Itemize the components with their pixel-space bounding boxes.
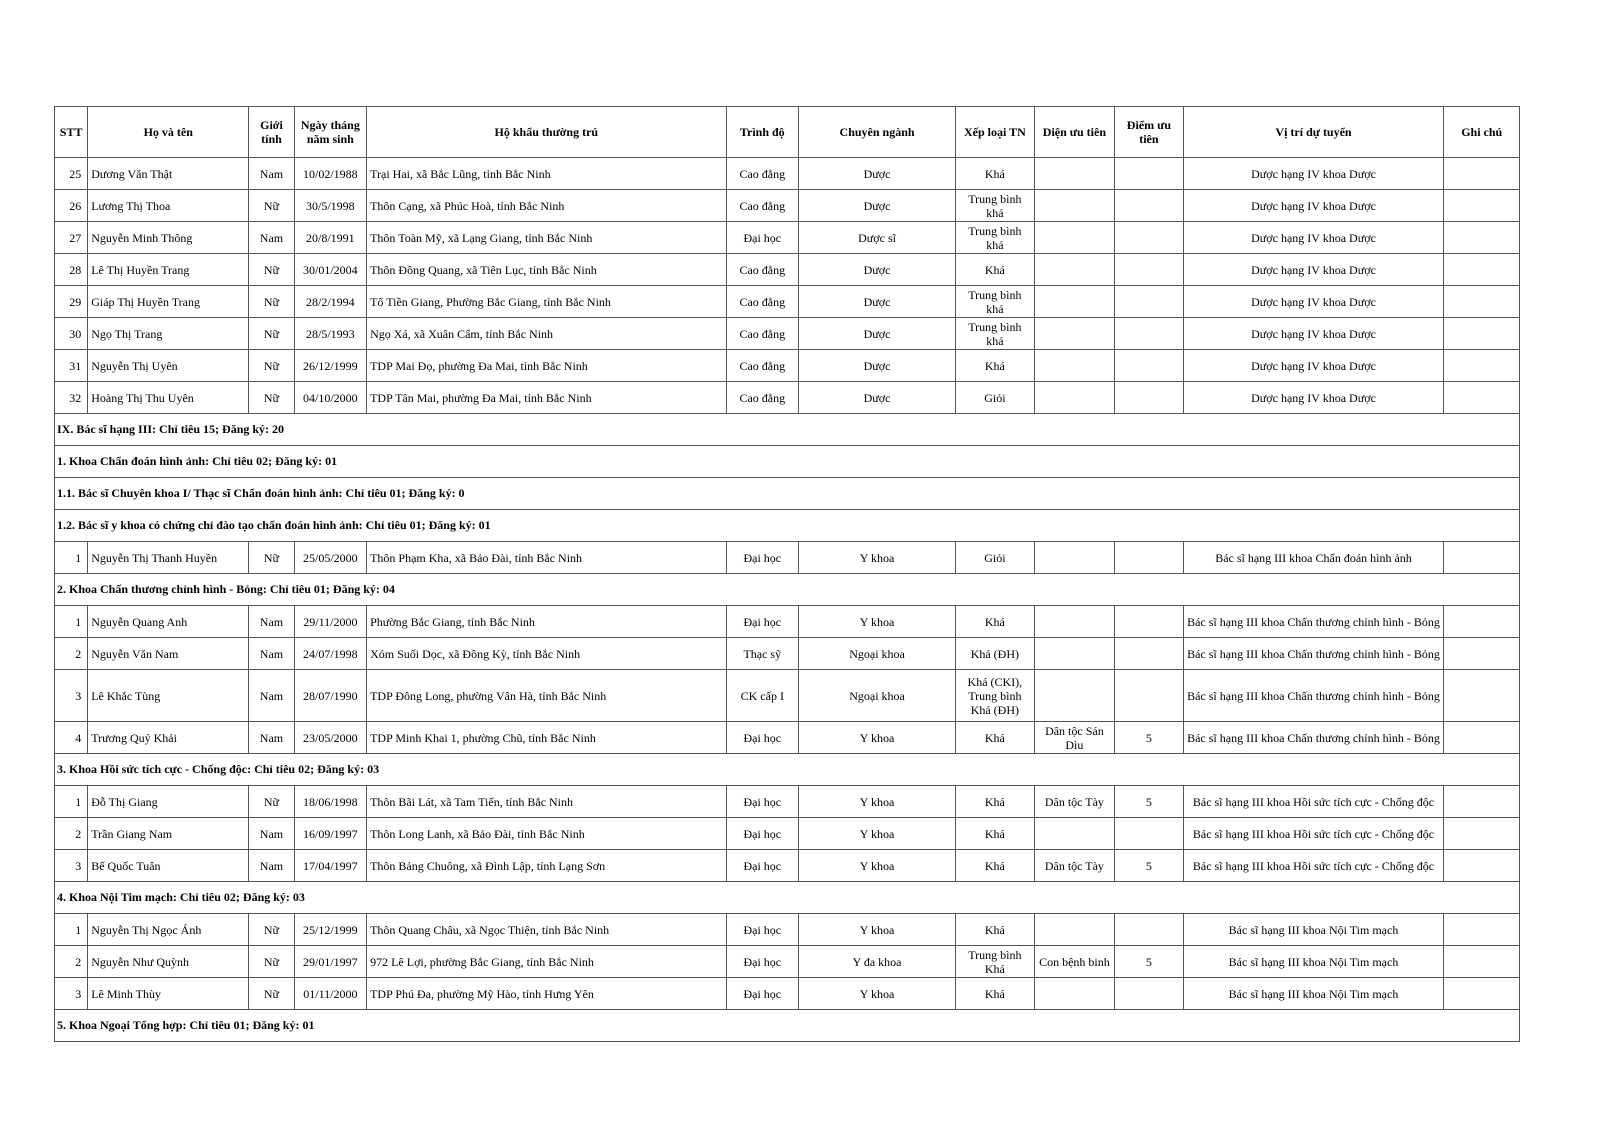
candidate-table [54, 106, 1520, 1042]
cell-address: Thôn Cạng, xã Phúc Hoà, tỉnh Bắc Ninh [367, 190, 726, 222]
cell-major: Y khoa [799, 850, 956, 882]
cell-birth-date: 30/01/2004 [294, 254, 366, 286]
cell-position: Bác sĩ hạng III khoa Nội Tim mạch [1183, 946, 1444, 978]
header-full-name: Họ và tên [88, 107, 249, 158]
cell-address: Trại Hai, xã Bắc Lũng, tỉnh Bắc Ninh [367, 158, 726, 190]
cell-rank: Khá [956, 722, 1035, 754]
cell-major: Dược [799, 286, 956, 318]
cell-priority-score [1115, 818, 1183, 850]
cell-priority-score: 5 [1115, 722, 1183, 754]
cell-education: Đại học [726, 786, 798, 818]
header-note: Ghi chú [1444, 107, 1520, 158]
cell-full-name: Đỗ Thị Giang [88, 786, 249, 818]
cell-rank: Trung bình khá [956, 190, 1035, 222]
cell-birth-date: 26/12/1999 [294, 350, 366, 382]
cell-note [1444, 914, 1520, 946]
cell-note [1444, 670, 1520, 722]
cell-rank: Trung bình Khá [956, 946, 1035, 978]
cell-priority-category [1034, 254, 1115, 286]
cell-stt: 27 [55, 222, 88, 254]
cell-birth-date: 24/07/1998 [294, 638, 366, 670]
cell-gender: Nam [249, 818, 294, 850]
cell-position: Dược hạng IV khoa Dược [1183, 158, 1444, 190]
cell-address: Thôn Bảng Chuông, xã Đình Lập, tỉnh Lạng Sơn [367, 850, 726, 882]
table-row [55, 850, 1520, 882]
cell-address: Thôn Long Lanh, xã Bảo Đài, tỉnh Bắc Ninh [367, 818, 726, 850]
header-priority-category: Diện ưu tiên [1034, 107, 1115, 158]
cell-address: Thôn Toàn Mỹ, xã Lạng Giang, tỉnh Bắc Ninh [367, 222, 726, 254]
section-heading: 1. Khoa Chẩn đoán hình ảnh: Chỉ tiêu 02; Đăng ký: 01 [55, 446, 1520, 478]
cell-priority-score: 5 [1115, 946, 1183, 978]
cell-position: Dược hạng IV khoa Dược [1183, 350, 1444, 382]
cell-birth-date: 04/10/2000 [294, 382, 366, 414]
section-heading-row [55, 754, 1520, 786]
table-row [55, 542, 1520, 574]
cell-birth-date: 25/12/1999 [294, 914, 366, 946]
section-heading: 1.2. Bác sĩ y khoa có chứng chỉ đào tạo chẩn đoán hình ảnh: Chỉ tiêu 01; Đăng ký: 01 [55, 510, 1520, 542]
cell-rank: Khá (ĐH) [956, 638, 1035, 670]
cell-education: Cao đẳng [726, 382, 798, 414]
cell-education: Đại học [726, 222, 798, 254]
cell-rank: Khá [956, 350, 1035, 382]
cell-education: Đại học [726, 850, 798, 882]
cell-position: Bác sĩ hạng III khoa Hồi sức tích cực - Chống độc [1183, 850, 1444, 882]
cell-education: Cao đẳng [726, 286, 798, 318]
cell-stt: 2 [55, 818, 88, 850]
cell-address: TDP Đông Long, phường Vân Hà, tỉnh Bắc Ninh [367, 670, 726, 722]
cell-birth-date: 16/09/1997 [294, 818, 366, 850]
cell-full-name: Nguyễn Như Quỳnh [88, 946, 249, 978]
cell-full-name: Nguyễn Thị Uyên [88, 350, 249, 382]
header-position: Vị trí dự tuyển [1183, 107, 1444, 158]
cell-priority-category [1034, 914, 1115, 946]
cell-priority-score: 5 [1115, 786, 1183, 818]
cell-major: Y khoa [799, 818, 956, 850]
cell-full-name: Nguyễn Thị Ngọc Ánh [88, 914, 249, 946]
cell-rank: Khá [956, 158, 1035, 190]
cell-gender: Nữ [249, 542, 294, 574]
table-row [55, 350, 1520, 382]
cell-birth-date: 29/11/2000 [294, 606, 366, 638]
cell-major: Y khoa [799, 606, 956, 638]
cell-stt: 3 [55, 670, 88, 722]
header-gender: Giới tính [249, 107, 294, 158]
cell-stt: 32 [55, 382, 88, 414]
cell-major: Y khoa [799, 722, 956, 754]
cell-rank: Khá [956, 914, 1035, 946]
cell-education: Đại học [726, 542, 798, 574]
cell-education: CK cấp I [726, 670, 798, 722]
header-education-level: Trình độ [726, 107, 798, 158]
cell-rank: Khá (CKI), Trung bình Khá (ĐH) [956, 670, 1035, 722]
cell-rank: Khá [956, 818, 1035, 850]
cell-priority-category [1034, 286, 1115, 318]
cell-major: Y khoa [799, 914, 956, 946]
cell-rank: Khá [956, 786, 1035, 818]
cell-address: Ngọ Xá, xã Xuân Cẩm, tỉnh Bắc Ninh [367, 318, 726, 350]
cell-birth-date: 28/5/1993 [294, 318, 366, 350]
cell-full-name: Ngọ Thị Trang [88, 318, 249, 350]
cell-priority-category [1034, 978, 1115, 1010]
cell-full-name: Lê Minh Thùy [88, 978, 249, 1010]
cell-education: Cao đẳng [726, 318, 798, 350]
cell-position: Dược hạng IV khoa Dược [1183, 190, 1444, 222]
cell-priority-score [1115, 638, 1183, 670]
cell-position: Bác sĩ hạng III khoa Nội Tim mạch [1183, 914, 1444, 946]
table-row [55, 190, 1520, 222]
cell-priority-category: Dân tộc Tày [1034, 786, 1115, 818]
cell-major: Dược [799, 318, 956, 350]
cell-note [1444, 286, 1520, 318]
cell-gender: Nữ [249, 286, 294, 318]
cell-address: Xóm Suối Dọc, xã Đồng Kỳ, tỉnh Bắc Ninh [367, 638, 726, 670]
cell-full-name: Lê Khắc Tùng [88, 670, 249, 722]
cell-gender: Nam [249, 606, 294, 638]
cell-address: 972 Lê Lợi, phường Bắc Giang, tỉnh Bắc Ninh [367, 946, 726, 978]
cell-birth-date: 30/5/1998 [294, 190, 366, 222]
cell-priority-category [1034, 818, 1115, 850]
cell-stt: 1 [55, 606, 88, 638]
cell-note [1444, 946, 1520, 978]
cell-stt: 1 [55, 786, 88, 818]
cell-full-name: Trương Quý Khải [88, 722, 249, 754]
cell-priority-score: 5 [1115, 850, 1183, 882]
cell-priority-score [1115, 158, 1183, 190]
cell-stt: 30 [55, 318, 88, 350]
cell-stt: 4 [55, 722, 88, 754]
table-row [55, 158, 1520, 190]
section-heading: 4. Khoa Nội Tim mạch: Chỉ tiêu 02; Đăng ký: 03 [55, 882, 1520, 914]
cell-priority-score [1115, 222, 1183, 254]
cell-full-name: Hoàng Thị Thu Uyên [88, 382, 249, 414]
cell-priority-category [1034, 350, 1115, 382]
cell-birth-date: 17/04/1997 [294, 850, 366, 882]
cell-priority-category: Dân tộc Tày [1034, 850, 1115, 882]
cell-full-name: Nguyễn Văn Nam [88, 638, 249, 670]
cell-priority-category [1034, 382, 1115, 414]
header-permanent-address: Hộ khẩu thường trú [367, 107, 726, 158]
cell-major: Y khoa [799, 978, 956, 1010]
cell-major: Dược [799, 158, 956, 190]
cell-full-name: Lương Thị Thoa [88, 190, 249, 222]
cell-major: Dược [799, 382, 956, 414]
cell-position: Bác sĩ hạng III khoa Chấn thương chỉnh hình - Bỏng [1183, 670, 1444, 722]
cell-full-name: Giáp Thị Huyền Trang [88, 286, 249, 318]
cell-education: Cao đẳng [726, 254, 798, 286]
cell-note [1444, 818, 1520, 850]
cell-priority-category [1034, 190, 1115, 222]
header-birth-date: Ngày tháng năm sinh [294, 107, 366, 158]
cell-gender: Nữ [249, 318, 294, 350]
cell-education: Cao đẳng [726, 158, 798, 190]
cell-major: Dược sĩ [799, 222, 956, 254]
header-stt: STT [55, 107, 88, 158]
header-graduation-rank: Xếp loại TN [956, 107, 1035, 158]
table-row [55, 638, 1520, 670]
cell-full-name: Trần Giang Nam [88, 818, 249, 850]
cell-gender: Nữ [249, 254, 294, 286]
table-row [55, 382, 1520, 414]
cell-priority-category [1034, 638, 1115, 670]
cell-birth-date: 23/05/2000 [294, 722, 366, 754]
cell-birth-date: 20/8/1991 [294, 222, 366, 254]
cell-priority-category [1034, 158, 1115, 190]
cell-gender: Nữ [249, 786, 294, 818]
cell-position: Dược hạng IV khoa Dược [1183, 286, 1444, 318]
cell-major: Ngoại khoa [799, 638, 956, 670]
section-heading-row [55, 574, 1520, 606]
table-row [55, 606, 1520, 638]
table-row [55, 254, 1520, 286]
cell-major: Dược [799, 190, 956, 222]
cell-position: Bác sĩ hạng III khoa Hồi sức tích cực - Chống độc [1183, 786, 1444, 818]
cell-address: Thôn Đồng Quang, xã Tiên Lục, tỉnh Bắc Ninh [367, 254, 726, 286]
cell-address: TDP Minh Khai 1, phường Chũ, tỉnh Bắc Ninh [367, 722, 726, 754]
cell-education: Đại học [726, 606, 798, 638]
cell-education: Đại học [726, 946, 798, 978]
cell-birth-date: 28/2/1994 [294, 286, 366, 318]
cell-position: Bác sĩ hạng III khoa Chấn thương chỉnh hình - Bỏng [1183, 638, 1444, 670]
cell-birth-date: 28/07/1990 [294, 670, 366, 722]
cell-note [1444, 318, 1520, 350]
cell-priority-score [1115, 606, 1183, 638]
section-heading-row [55, 882, 1520, 914]
cell-full-name: Nguyễn Quang Anh [88, 606, 249, 638]
cell-priority-category [1034, 318, 1115, 350]
cell-stt: 29 [55, 286, 88, 318]
cell-priority-score [1115, 914, 1183, 946]
section-heading: 1.1. Bác sĩ Chuyên khoa I/ Thạc sĩ Chẩn đoán hình ảnh: Chỉ tiêu 01; Đăng ký: 0 [55, 478, 1520, 510]
table-row [55, 946, 1520, 978]
cell-stt: 2 [55, 946, 88, 978]
cell-priority-category [1034, 606, 1115, 638]
cell-priority-score [1115, 542, 1183, 574]
cell-stt: 2 [55, 638, 88, 670]
cell-birth-date: 10/02/1988 [294, 158, 366, 190]
table-row [55, 914, 1520, 946]
cell-full-name: Lê Thị Huyền Trang [88, 254, 249, 286]
cell-address: Thôn Bãi Lát, xã Tam Tiến, tỉnh Bắc Ninh [367, 786, 726, 818]
cell-note [1444, 254, 1520, 286]
cell-birth-date: 01/11/2000 [294, 978, 366, 1010]
cell-priority-score [1115, 286, 1183, 318]
cell-note [1444, 222, 1520, 254]
cell-position: Dược hạng IV khoa Dược [1183, 222, 1444, 254]
table-row [55, 318, 1520, 350]
table-row [55, 222, 1520, 254]
cell-gender: Nữ [249, 978, 294, 1010]
cell-stt: 28 [55, 254, 88, 286]
table-row [55, 286, 1520, 318]
cell-priority-category [1034, 670, 1115, 722]
cell-address: TDP Tân Mai, phường Đa Mai, tỉnh Bắc Ninh [367, 382, 726, 414]
cell-gender: Nam [249, 670, 294, 722]
cell-gender: Nam [249, 850, 294, 882]
cell-stt: 1 [55, 914, 88, 946]
cell-note [1444, 786, 1520, 818]
cell-full-name: Nguyễn Minh Thông [88, 222, 249, 254]
cell-rank: Trung bình khá [956, 222, 1035, 254]
section-heading-row [55, 478, 1520, 510]
cell-address: Tổ Tiền Giang, Phường Bắc Giang, tỉnh Bắc Ninh [367, 286, 726, 318]
cell-birth-date: 29/01/1997 [294, 946, 366, 978]
cell-gender: Nam [249, 638, 294, 670]
cell-rank: Trung bình khá [956, 318, 1035, 350]
section-heading-row [55, 510, 1520, 542]
table-row [55, 786, 1520, 818]
section-heading: IX. Bác sĩ hạng III: Chỉ tiêu 15; Đăng ký: 20 [55, 414, 1520, 446]
cell-note [1444, 722, 1520, 754]
cell-education: Đại học [726, 978, 798, 1010]
cell-education: Thạc sỹ [726, 638, 798, 670]
cell-position: Dược hạng IV khoa Dược [1183, 254, 1444, 286]
table-row [55, 818, 1520, 850]
cell-stt: 31 [55, 350, 88, 382]
cell-position: Bác sĩ hạng III khoa Chẩn đoán hình ảnh [1183, 542, 1444, 574]
cell-position: Bác sĩ hạng III khoa Nội Tim mạch [1183, 978, 1444, 1010]
cell-major: Y khoa [799, 786, 956, 818]
cell-birth-date: 18/06/1998 [294, 786, 366, 818]
cell-gender: Nữ [249, 190, 294, 222]
cell-position: Dược hạng IV khoa Dược [1183, 318, 1444, 350]
cell-address: Thôn Phạm Kha, xã Bảo Đài, tỉnh Bắc Ninh [367, 542, 726, 574]
cell-stt: 26 [55, 190, 88, 222]
cell-priority-score [1115, 318, 1183, 350]
cell-stt: 3 [55, 978, 88, 1010]
cell-gender: Nữ [249, 382, 294, 414]
section-heading-row [55, 446, 1520, 478]
section-heading: 5. Khoa Ngoại Tổng hợp: Chỉ tiêu 01; Đăng ký: 01 [55, 1010, 1520, 1042]
cell-address: TDP Phú Đa, phường Mỹ Hào, tỉnh Hưng Yên [367, 978, 726, 1010]
cell-full-name: Bế Quốc Tuân [88, 850, 249, 882]
cell-note [1444, 850, 1520, 882]
section-heading: 3. Khoa Hồi sức tích cực - Chống độc: Chỉ tiêu 02; Đăng ký: 03 [55, 754, 1520, 786]
cell-stt: 25 [55, 158, 88, 190]
cell-rank: Khá [956, 606, 1035, 638]
cell-rank: Giỏi [956, 542, 1035, 574]
cell-stt: 3 [55, 850, 88, 882]
cell-gender: Nữ [249, 946, 294, 978]
cell-note [1444, 638, 1520, 670]
section-heading-row [55, 414, 1520, 446]
table-row [55, 978, 1520, 1010]
table-row [55, 670, 1520, 722]
cell-education: Đại học [726, 722, 798, 754]
cell-rank: Khá [956, 254, 1035, 286]
cell-education: Cao đẳng [726, 350, 798, 382]
section-heading-row [55, 1010, 1520, 1042]
cell-rank: Giỏi [956, 382, 1035, 414]
cell-priority-category [1034, 542, 1115, 574]
cell-major: Dược [799, 254, 956, 286]
cell-position: Bác sĩ hạng III khoa Hồi sức tích cực - Chống độc [1183, 818, 1444, 850]
cell-priority-score [1115, 254, 1183, 286]
cell-gender: Nam [249, 158, 294, 190]
cell-priority-score [1115, 670, 1183, 722]
table-body [55, 158, 1520, 1042]
cell-priority-category: Con bệnh binh [1034, 946, 1115, 978]
header-priority-score: Điểm ưu tiên [1115, 107, 1183, 158]
cell-full-name: Dương Văn Thật [88, 158, 249, 190]
cell-major: Dược [799, 350, 956, 382]
cell-note [1444, 350, 1520, 382]
cell-major: Y khoa [799, 542, 956, 574]
cell-note [1444, 606, 1520, 638]
cell-address: TDP Mai Đọ, phường Đa Mai, tỉnh Bắc Ninh [367, 350, 726, 382]
cell-gender: Nam [249, 222, 294, 254]
table-row [55, 722, 1520, 754]
cell-education: Đại học [726, 914, 798, 946]
cell-note [1444, 978, 1520, 1010]
cell-note [1444, 158, 1520, 190]
cell-address: Thôn Quang Châu, xã Ngọc Thiện, tỉnh Bắc Ninh [367, 914, 726, 946]
cell-rank: Khá [956, 850, 1035, 882]
cell-priority-category: Dân tộc Sán Dìu [1034, 722, 1115, 754]
cell-position: Dược hạng IV khoa Dược [1183, 382, 1444, 414]
header-major: Chuyên ngành [799, 107, 956, 158]
cell-gender: Nữ [249, 350, 294, 382]
cell-note [1444, 190, 1520, 222]
cell-priority-score [1115, 190, 1183, 222]
cell-address: Phường Bắc Giang, tỉnh Bắc Ninh [367, 606, 726, 638]
cell-priority-score [1115, 350, 1183, 382]
header-row [55, 107, 1520, 158]
cell-rank: Khá [956, 978, 1035, 1010]
cell-gender: Nam [249, 722, 294, 754]
cell-rank: Trung bình khá [956, 286, 1035, 318]
cell-note [1444, 382, 1520, 414]
cell-education: Đại học [726, 818, 798, 850]
cell-note [1444, 542, 1520, 574]
cell-position: Bác sĩ hạng III khoa Chấn thương chỉnh hình - Bỏng [1183, 722, 1444, 754]
cell-priority-category [1034, 222, 1115, 254]
section-heading: 2. Khoa Chấn thương chỉnh hình - Bỏng: Chỉ tiêu 01; Đăng ký: 04 [55, 574, 1520, 606]
cell-major: Ngoại khoa [799, 670, 956, 722]
cell-full-name: Nguyễn Thị Thanh Huyền [88, 542, 249, 574]
cell-priority-score [1115, 978, 1183, 1010]
cell-position: Bác sĩ hạng III khoa Chấn thương chỉnh hình - Bỏng [1183, 606, 1444, 638]
cell-birth-date: 25/05/2000 [294, 542, 366, 574]
cell-stt: 1 [55, 542, 88, 574]
cell-major: Y đa khoa [799, 946, 956, 978]
cell-gender: Nữ [249, 914, 294, 946]
cell-education: Cao đẳng [726, 190, 798, 222]
cell-priority-score [1115, 382, 1183, 414]
